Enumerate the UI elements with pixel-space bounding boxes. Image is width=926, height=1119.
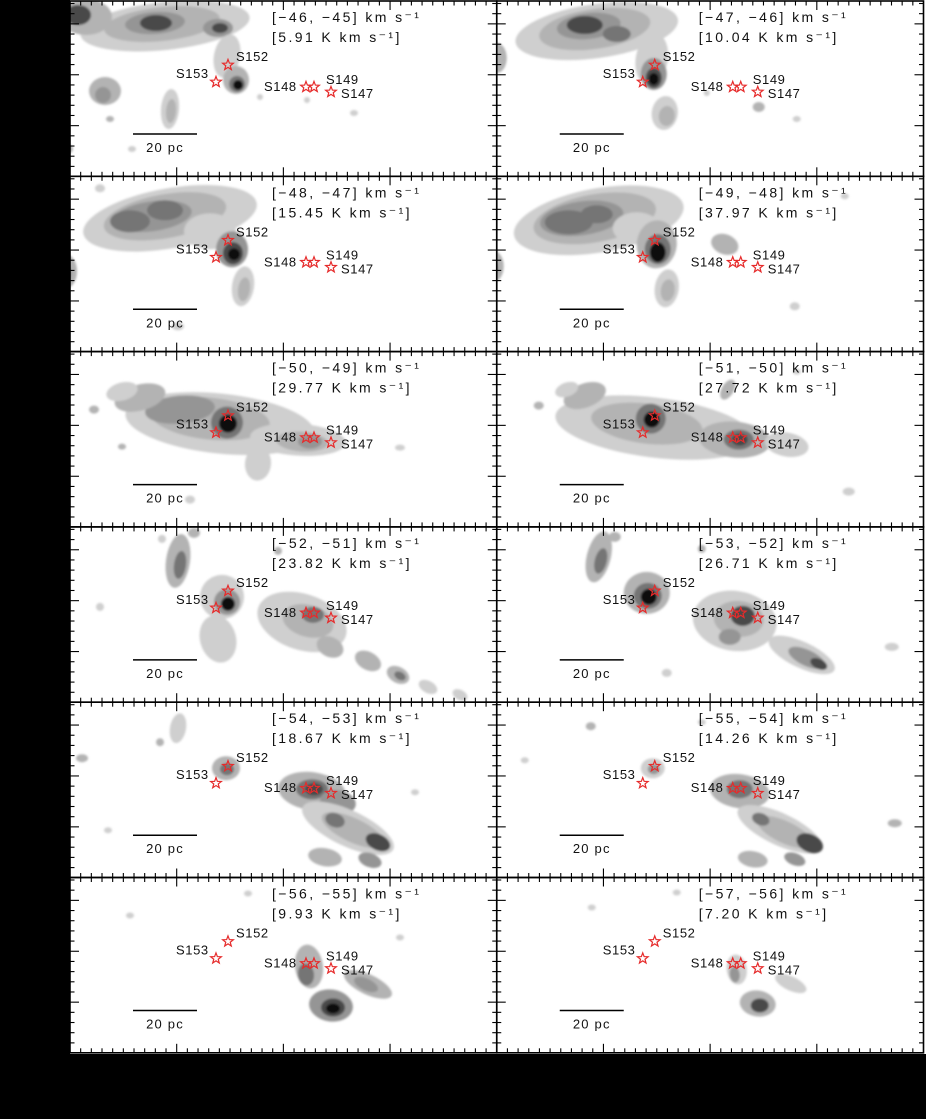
velocity-range-label: [−51, −50] km s⁻¹	[698, 359, 849, 376]
integrated-intensity-label: [18.67 K km s⁻¹]	[272, 730, 412, 747]
star-label: S147	[767, 86, 801, 101]
emission-contour	[228, 248, 240, 260]
star-label: S148	[690, 955, 724, 971]
star-label: S148	[264, 604, 297, 620]
emission-contour	[95, 184, 105, 192]
star-label: S152	[662, 399, 696, 415]
emission-contour	[885, 643, 899, 651]
star-label: S152	[662, 574, 696, 590]
star-label: S153	[176, 66, 209, 81]
star-label: S149	[326, 597, 359, 613]
star-label: S153	[602, 66, 636, 81]
emission-contour	[106, 116, 114, 122]
emission-contour	[649, 73, 659, 85]
emission-contour	[751, 999, 769, 1013]
velocity-range-label: [−52, −51] km s⁻¹	[272, 534, 422, 551]
scale-bar-label: 20 pc	[572, 841, 611, 857]
star-label: S153	[176, 416, 209, 432]
emission-contour	[793, 116, 801, 122]
star-label: S148	[264, 429, 297, 445]
emission-contour	[603, 26, 631, 42]
star-label: S147	[767, 261, 801, 277]
integrated-intensity-label: [26.71 K km s⁻¹]	[698, 554, 839, 571]
star-label: S148	[264, 955, 297, 971]
velocity-range-label: [−48, −47] km s⁻¹	[272, 184, 422, 201]
star-label: S149	[326, 773, 359, 789]
emission-contour	[326, 1004, 340, 1014]
emission-contour	[126, 913, 134, 919]
star-label: S147	[341, 436, 374, 452]
integrated-intensity-label: [7.20 K km s⁻¹]	[698, 905, 829, 922]
emission-contour	[156, 738, 164, 746]
star-label: S152	[236, 574, 269, 590]
emission-contour	[790, 302, 800, 310]
emission-contour	[140, 15, 172, 31]
star-label: S152	[662, 925, 696, 941]
star-label: S149	[752, 597, 786, 613]
emission-contour	[96, 603, 104, 611]
integrated-intensity-label: [10.04 K km s⁻¹]	[698, 29, 839, 45]
scale-bar-label: 20 pc	[146, 315, 184, 331]
emission-contour	[567, 16, 603, 34]
emission-contour	[719, 629, 741, 645]
star-label: S149	[752, 948, 786, 964]
scale-bar-label: 20 pc	[572, 315, 611, 331]
velocity-range-label: [−55, −54] km s⁻¹	[698, 710, 849, 727]
scale-bar-label: 20 pc	[146, 140, 184, 155]
star-label: S152	[236, 925, 269, 941]
star-label: S152	[236, 49, 269, 64]
emission-contour	[395, 445, 405, 451]
scale-bar-label: 20 pc	[572, 490, 611, 506]
star-label: S149	[326, 422, 359, 438]
scale-bar-label: 20 pc	[146, 1016, 184, 1032]
emission-contour	[581, 205, 613, 223]
scale-bar-label: 20 pc	[572, 140, 611, 155]
emission-contour	[888, 819, 902, 827]
velocity-range-label: [−56, −55] km s⁻¹	[272, 885, 422, 902]
star-label: S148	[690, 604, 724, 620]
scale-bar-label: 20 pc	[146, 841, 184, 857]
star-label: S149	[326, 247, 359, 263]
star-label: S152	[236, 224, 269, 240]
star-label: S153	[602, 241, 636, 257]
integrated-intensity-label: [15.45 K km s⁻¹]	[272, 204, 412, 221]
star-label: S147	[767, 962, 801, 978]
integrated-intensity-label: [37.97 K km s⁻¹]	[698, 204, 839, 221]
velocity-range-label: [−46, −45] km s⁻¹	[272, 9, 422, 25]
star-label: S153	[602, 767, 636, 783]
emission-contour	[753, 102, 765, 112]
integrated-intensity-label: [23.82 K km s⁻¹]	[272, 554, 412, 571]
star-label: S148	[690, 254, 724, 270]
star-label: S153	[176, 591, 209, 607]
velocity-range-label: [−50, −49] km s⁻¹	[272, 359, 422, 376]
star-label: S147	[767, 611, 801, 627]
velocity-range-label: [−49, −48] km s⁻¹	[698, 184, 849, 201]
star-label: S148	[690, 429, 724, 445]
velocity-range-label: [−47, −46] km s⁻¹	[698, 9, 849, 25]
emission-contour	[588, 905, 596, 911]
emission-contour	[304, 97, 310, 103]
emission-contour	[128, 146, 136, 152]
star-label: S153	[602, 591, 636, 607]
integrated-intensity-label: [27.72 K km s⁻¹]	[698, 379, 839, 396]
star-label: S148	[264, 780, 297, 796]
star-label: S147	[341, 261, 374, 277]
emission-contour	[586, 722, 596, 730]
star-label: S149	[326, 72, 359, 87]
scale-bar-label: 20 pc	[572, 1016, 611, 1032]
star-label: S149	[752, 247, 786, 263]
emission-contour	[104, 827, 112, 833]
star-label: S152	[662, 49, 696, 64]
star-label: S147	[767, 787, 801, 803]
emission-contour	[843, 488, 855, 496]
emission-contour	[411, 789, 419, 795]
emission-contour	[350, 110, 358, 116]
emission-contour	[118, 444, 126, 450]
integrated-intensity-label: [29.77 K km s⁻¹]	[272, 379, 412, 396]
star-label: S148	[264, 254, 297, 270]
star-label: S152	[236, 750, 269, 766]
star-label: S153	[176, 942, 209, 958]
star-label: S149	[752, 422, 786, 438]
velocity-range-label: [−57, −56] km s⁻¹	[698, 885, 849, 902]
velocity-range-label: [−54, −53] km s⁻¹	[272, 710, 422, 727]
emission-contour	[609, 532, 621, 542]
integrated-intensity-label: [14.26 K km s⁻¹]	[698, 730, 839, 747]
star-label: S153	[176, 241, 209, 257]
velocity-range-label: [−53, −52] km s⁻¹	[698, 534, 849, 551]
star-label: S148	[264, 79, 297, 94]
emission-contour	[244, 891, 252, 897]
star-label: S147	[767, 436, 801, 452]
emission-contour	[95, 87, 111, 103]
star-label: S153	[602, 416, 636, 432]
scale-bar-label: 20 pc	[146, 665, 184, 681]
emission-contour	[212, 23, 228, 33]
scale-bar-label: 20 pc	[572, 665, 611, 681]
star-label: S153	[602, 942, 636, 958]
emission-contour	[158, 535, 166, 543]
star-label: S149	[752, 773, 786, 789]
emission-contour	[221, 597, 235, 611]
emission-contour	[534, 402, 544, 410]
integrated-intensity-label: [9.93 K km s⁻¹]	[272, 905, 402, 922]
integrated-intensity-label: [5.91 K km s⁻¹]	[272, 29, 402, 45]
emission-contour	[662, 669, 672, 677]
star-label: S147	[341, 962, 374, 978]
star-label: S148	[690, 780, 724, 796]
star-label: S147	[341, 86, 374, 101]
star-label: S153	[176, 767, 209, 783]
emission-contour	[147, 200, 183, 220]
emission-contour	[89, 406, 99, 414]
star-label: S149	[326, 948, 359, 964]
emission-contour	[521, 757, 529, 763]
emission-contour	[673, 890, 681, 896]
emission-contour	[185, 496, 195, 504]
emission-contour	[233, 80, 243, 90]
star-label: S147	[341, 787, 374, 803]
star-label: S152	[662, 750, 696, 766]
star-label: S149	[752, 72, 786, 87]
star-label: S152	[236, 399, 269, 415]
star-label: S148	[690, 79, 724, 94]
star-label: S152	[662, 224, 696, 240]
emission-contour	[76, 754, 88, 762]
emission-contour	[396, 935, 404, 941]
star-label: S147	[341, 611, 374, 627]
emission-contour	[110, 210, 150, 232]
emission-contour	[257, 94, 263, 100]
scale-bar-label: 20 pc	[146, 490, 184, 506]
